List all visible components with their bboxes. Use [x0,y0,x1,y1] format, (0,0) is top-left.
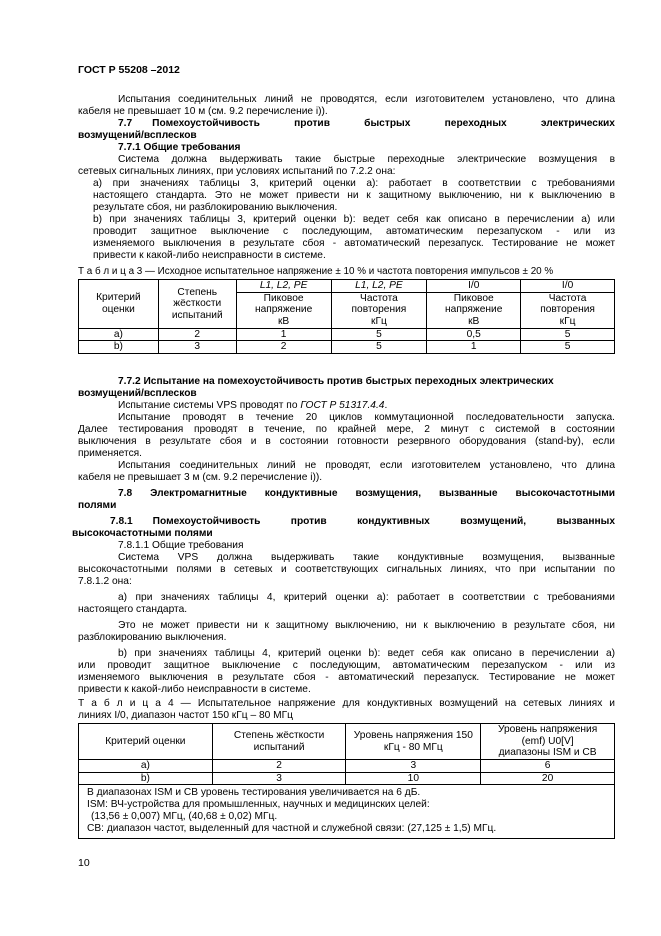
page-number: 10 [78,857,90,869]
table-header-level: Уровень напряжения (emf) U0[V] диапазоны ISM и СВ [481,724,615,760]
paragraph-line: кабеля не превышает 10 м (см. 9.2 перечисление i)). [78,106,328,117]
table-header-freq: Частота повторения кГц [331,292,427,328]
list-item-b: b) при значениях таблицы 3, критерий оценки b): ведет себя как описано в перечислении а) или [93,214,615,225]
table-4-caption: Т а б л и ц а 4 — Испытательное напряжение для кондуктивных возмущений на сетевых линиях и [78,698,615,709]
table-cell: 20 [481,772,615,785]
table-header-group: L1, L2, PE [236,280,331,293]
paragraph-line: Это не может привести ни к защитному выключению, ни к выключению в результате сбоя, ни [118,620,615,631]
table-row [79,772,615,785]
table-cell: 5 [521,328,615,341]
paragraph-line: выключения в результате сбоя и в состоянии готовности резервного оборудования (stand-by), если [78,436,615,447]
subsection-heading: 7.7.2 Испытание на помехоустойчивость против быстрых переходных электрических [118,376,554,387]
document-code: ГОСТ Р 55208 –2012 [78,64,180,76]
paragraph-line: сетевых сигнальных линиях, при условиях испытаний по 7.2.2 она: [78,166,396,177]
section-heading: 7.7 Помехоустойчивость против быстрых переходных электрических [118,118,615,129]
table-cell: 6 [481,760,615,773]
list-item-b: b) при значениях таблицы 4, критерий оценки b): ведет себя как описано в перечислении а) [118,648,615,659]
table-cell: 10 [346,772,481,785]
list-item-b: изменяемого выключения в результате сбоя - автоматический перезапуск. Тестирование не может [78,672,615,683]
note-line: (13,56 ± 0,007) МГц, (40,68 ± 0,02) МГц. [91,811,278,822]
table-header-group: I/0 [521,280,615,293]
list-item-a: настоящего стандарта. Это не может привести ни к защитному выключению, ни к выключению в [93,190,615,201]
subsubsection-heading: 7.8.1.1 Общие требования [118,540,244,551]
paragraph-line: Испытания соединительных линий не проводят, если изготовителем установлено, что длина [118,460,615,471]
paragraph-line: кабеля не превышает 3 м (см. 9.2 перечисление i)). [78,472,323,483]
paragraph-line: Испытания соединительных линий не проводятся, если изготовителем установлено, что длина [118,94,615,105]
table-header-group: I/0 [427,280,521,293]
table-cell: 5 [331,328,427,341]
table-cell: 5 [521,341,615,354]
list-item-a: а) при значениях таблицы 3, критерий оценки а): работает в соответствии с требованиями [93,178,615,189]
table-header-group: L1, L2, PE [331,280,427,293]
list-item-b: или проводит защитное выключение с последующим, автоматическим перезапуском - или из [78,660,615,671]
table-header-degree: Степень жёсткости испытаний [212,724,346,760]
table-header-criterion: Критерий оценки [79,280,159,329]
table-cell: 2 [158,328,236,341]
table-cell: 2 [212,760,346,773]
table-cell: 2 [236,341,331,354]
table-cell: а) [79,760,213,773]
subsection-heading-cont: высокочастотными полями [72,528,213,539]
list-item-a: настоящего стандарта. [78,604,188,615]
section-heading-cont: полями [78,500,117,511]
table-cell: 1 [427,341,521,354]
table-cell: 1 [236,328,331,341]
standard-reference: ГОСТ Р 51317.4.4 [300,400,385,411]
table-header-criterion: Критерий оценки [79,724,213,760]
note-line: СВ: диапазон частот, выделенный для частной и служебной связи: (27,125 ± 1,5) МГц. [87,823,497,834]
table-4-caption: линиях I/0, диапазон частот 150 кГц – 80 МГц [78,710,293,721]
table-cell: b) [79,772,213,785]
table-row [79,760,615,773]
paragraph-line: Система должна выдерживать такие быстрые переходные электрические возмущения в [118,154,615,165]
paragraph-line: 7.8.1.2 она: [78,576,132,587]
list-item-b: проводит защитное выключение с последующим, автоматическим перезапуском - или из [93,226,615,237]
table-3 [78,279,615,354]
section-heading-cont: возмущений/всплесков [78,130,197,141]
list-item-b: изменяемого выключения в результате сбоя - автоматический перезапуск. Тестирование не может [93,238,615,249]
table-cell: 3 [212,772,346,785]
table-4 [78,723,615,785]
paragraph-line: высокочастотными полями в сетевых и соответствующих сигнальных линиях, что при испытании по [78,564,615,575]
list-item-b: привести к какой-либо неисправности в системе. [93,250,326,261]
table-cell: 3 [346,760,481,773]
table-header-voltage: Уровень напряжения 150 кГц - 80 МГц [346,724,481,760]
table-cell: 5 [331,341,427,354]
subsection-heading: 7.7.1 Общие требования [118,142,241,153]
paragraph-line: Испытание системы VPS проводят по ГОСТ Р 51317.4.4. [118,400,388,411]
note-line: ISM: ВЧ-устройства для промышленных, научных и медицинских целей: [87,799,430,810]
table-header-peak: Пиковое напряжение кВ [427,292,521,328]
section-heading: 7.8 Электромагнитные кондуктивные возмущения, вызванные высокочастотными [118,488,615,499]
paragraph-line: Система VPS должна выдерживать такие кондуктивные возмущения, вызванные [118,552,615,563]
table-row [79,341,615,354]
list-item-a: а) при значениях таблицы 4, критерий оценки а): работает в соответствии с требованиями [118,592,615,603]
table-cell: b) [79,341,159,354]
table-3-caption: Т а б л и ц а 3 — Исходное испытательное напряжение ± 10 % и частота повторения импульсов ± 20 % [78,266,554,277]
paragraph-line: применяется. [78,448,143,459]
table-cell: 3 [158,341,236,354]
list-item-b: привести к какой-либо неисправности в системе. [78,684,311,695]
paragraph-line: разблокированию выключения. [78,632,227,643]
paragraph-line: Далее тестирования проводят в течение, по крайней мере, 2 минут с системой в состоянии [78,424,615,435]
table-header-peak: Пиковое напряжение кВ [236,292,331,328]
table-cell: а) [79,328,159,341]
table-row [79,328,615,341]
note-line: В диапазонах ISM и СВ уровень тестирования увеличивается на 6 дБ. [87,787,421,798]
paragraph-line: Испытание проводят в течение 20 циклов коммутационной последовательности запуска. [118,412,615,423]
table-cell: 0,5 [427,328,521,341]
subsection-heading-cont: возмущений/всплесков [78,388,197,399]
table-header-freq: Частота повторения кГц [521,292,615,328]
list-item-a: результате сбоя, ни разблокированию выключения. [93,202,338,213]
table-4-note [78,785,615,839]
subsection-heading: 7.8.1 Помехоустойчивость против кондуктивных возмущений, вызванных [110,516,615,527]
table-header-degree: Степень жёсткости испытаний [158,280,236,329]
